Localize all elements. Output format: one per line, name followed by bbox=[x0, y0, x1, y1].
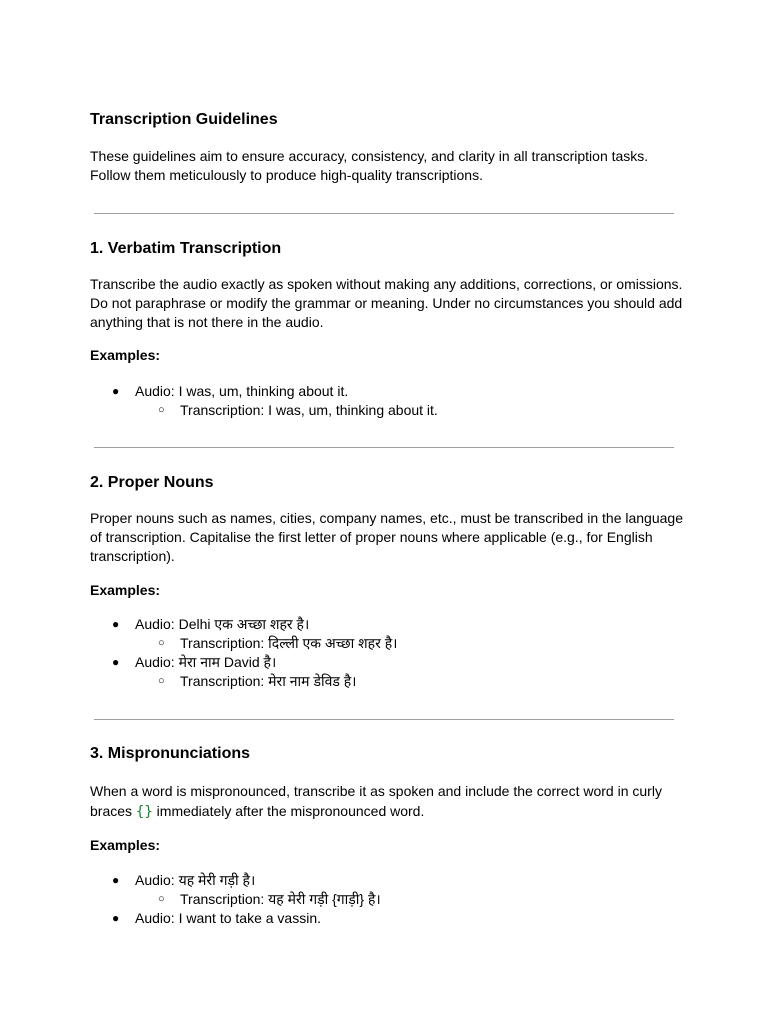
examples-label: Examples: bbox=[90, 347, 161, 363]
example-audio: Audio: मेरा नाम David है। bbox=[135, 654, 277, 670]
hollow-bullet-icon: ○ bbox=[158, 637, 165, 649]
bullet-icon: ● bbox=[112, 617, 120, 631]
list-item bbox=[90, 909, 690, 928]
hollow-bullet-icon: ○ bbox=[158, 675, 165, 687]
hollow-bullet-icon: ○ bbox=[158, 893, 165, 905]
bullet-icon: ● bbox=[112, 873, 120, 887]
section-body-mispronunciations bbox=[90, 781, 690, 822]
bullet-icon: ● bbox=[112, 655, 120, 669]
section-heading-verbatim: 1. Verbatim Transcription bbox=[90, 240, 282, 257]
bullet-icon: ● bbox=[112, 911, 120, 925]
examples-label: Examples: bbox=[90, 837, 161, 853]
example-transcription: Transcription: यह मेरी गड़ी {गाड़ी} है। bbox=[180, 891, 381, 907]
examples-list-proper-nouns bbox=[90, 615, 690, 691]
section-heading-mispronunciations: 3. Mispronunciations bbox=[90, 745, 251, 762]
list-item bbox=[90, 634, 690, 653]
section-divider bbox=[94, 447, 674, 448]
examples-label: Examples: bbox=[90, 582, 161, 598]
hollow-bullet-icon: ○ bbox=[158, 404, 165, 416]
example-audio: Audio: Delhi एक अच्छा शहर है। bbox=[135, 616, 310, 632]
list-item bbox=[90, 672, 690, 691]
examples-list-verbatim bbox=[90, 382, 690, 420]
example-transcription: Transcription: दिल्ली एक अच्छा शहर है। bbox=[180, 635, 398, 651]
example-audio: Audio: I want to take a vassin. bbox=[135, 910, 321, 926]
list-item bbox=[90, 615, 690, 634]
example-transcription: Transcription: I was, um, thinking about it. bbox=[180, 402, 438, 418]
list-item bbox=[90, 382, 690, 401]
curly-braces-code: {} bbox=[135, 804, 153, 820]
body-text-after: immediately after the mispronounced word. bbox=[156, 803, 425, 819]
intro-paragraph: These guidelines aim to ensure accuracy, consistency, and clarity in all transcription tasks. Follow them meticulously to produce high-quality transcriptions. bbox=[90, 148, 649, 183]
list-item bbox=[90, 871, 690, 890]
example-audio: Audio: I was, um, thinking about it. bbox=[135, 383, 349, 399]
example-audio: Audio: यह मेरी गड़ी है। bbox=[135, 872, 256, 888]
section-body-proper-nouns: Proper nouns such as names, cities, company names, etc., must be transcribed in the language of transcription. Capitalise the first letter of proper nouns where applicable (e.g., for English transcription). bbox=[90, 510, 683, 564]
list-item bbox=[90, 890, 690, 909]
section-body-verbatim: Transcribe the audio exactly as spoken without making any additions, corrections, or omissions. Do not paraphrase or modify the grammar or meaning. Under no circumstances you should add anything that is not there in the audio. bbox=[90, 276, 683, 330]
document-title: Transcription Guidelines bbox=[90, 111, 278, 128]
list-item bbox=[90, 401, 690, 420]
section-heading-proper-nouns: 2. Proper Nouns bbox=[90, 474, 214, 491]
body-text-before: When a word is mispronounced, transcribe it as spoken and include the correct word in curly braces bbox=[90, 783, 662, 819]
examples-list-mispronunciations bbox=[90, 871, 690, 928]
section-divider bbox=[94, 719, 674, 720]
bullet-icon: ● bbox=[112, 384, 120, 398]
section-divider bbox=[94, 213, 674, 214]
example-transcription: Transcription: मेरा नाम डेविड है। bbox=[180, 673, 357, 689]
list-item bbox=[90, 653, 690, 672]
